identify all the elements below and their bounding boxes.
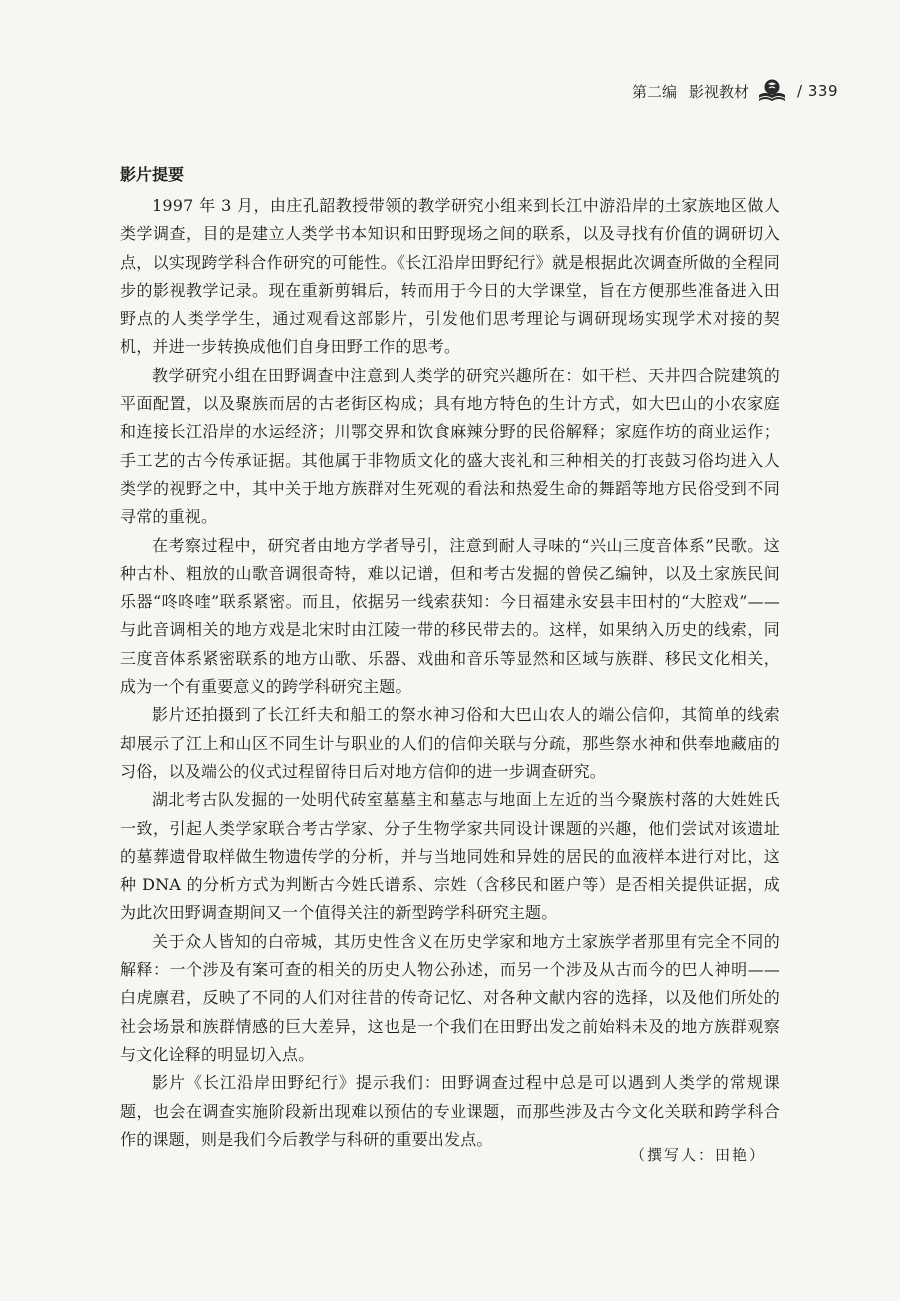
section-heading: 影片提要 xyxy=(120,165,185,184)
paragraph-4: 影片还拍摄到了长江纤夫和船工的祭水神习俗和大巴山农人的端公信仰，其简单的线索却展示了江上和山区不同生计与职业的人们的信仰关联与分疏，那些祭水神和供奉地藏庙的习俗，以及端公的仪式过程留待日后对地方信仰的进一步调查研究。 xyxy=(120,705,780,781)
paragraph-5: 湖北考古队发掘的一处明代砖室墓墓主和墓志与地面上左近的当今聚族村落的大姓姓氏一致，引起人类学家联合考古学家、分子生物学家共同设计课题的兴趣，他们尝试对该遗址的墓葬遗骨取样做生物遗传学的分析，并与当地同姓和异姓的居民的血液样本进行对比，这种 DNA 的分析方式为判断古今姓氏谱系、宗姓（含移民和匿户等）是否相关提供证据，成为此次田野调查期间又一个值得关注的新型跨学科研究主题。 xyxy=(120,790,780,923)
paragraph-6: 关于众人皆知的白帝城，其历史性含义在历史学家和地方土家族学者那里有完全不同的解释：一个涉及有案可查的相关的历史人物公孙述，而另一个涉及从古而今的巴人神明——白虎廪君，反映了不同的人们对往昔的传奇记忆、对各种文献内容的选择，以及他们所处的社会场景和族群情感的巨大差异，这也是一个我们在田野出发之前始料未及的地方族群观察与文化诠释的明显切入点。 xyxy=(120,931,780,1064)
paragraph-7: 影片《长江沿岸田野纪行》提示我们：田野调查过程中总是可以遇到人类学的常规课题，也会在调查实施阶段新出现难以预估的专业课题，而那些涉及古今文化关联和跨学科合作的课题，则是我们今后教学与科研的重要出发点。 xyxy=(120,1073,780,1149)
author-signature: （撰写人：田艳） xyxy=(629,1146,766,1164)
paragraph-1: 1997 年 3 月，由庄孔韶教授带领的教学研究小组来到长江中游沿岸的土家族地区做人类学调查，目的是建立人类学书本知识和田野现场之间的联系，以及寻找有价值的调研切入点，以实现跨学科合作研究的可能性。《长江沿岸田野纪行》就是根据此次调查所做的全程同步的影视教学记录。现在重新剪辑后，转而用于今日的大学课堂，旨在方便那些准备进入田野点的人类学学生，通过观看这部影片，引发他们思考理论与调研现场实现学术对接的契机，并进一步转换成他们自身田野工作的思考。 xyxy=(120,196,780,357)
article-body xyxy=(120,160,780,1154)
paragraph-2: 教学研究小组在田野调查中注意到人类学的研究兴趣所在：如干栏、天井四合院建筑的平面配置，以及聚族而居的古老街区构成；具有地方特色的生计方式，如大巴山的小农家庭和连接长江沿岸的水运经济；川鄂交界和饮食麻辣分野的民俗解释；家庭作坊的商业运作；手工艺的古今传承证据。其他属于非物质文化的盛大丧礼和三种相关的打丧鼓习俗均进入人类学的视野之中，其中关于地方族群对生死观的看法和热爱生命的舞蹈等地方民俗受到不同寻常的重视。 xyxy=(120,365,780,527)
book-emblem-icon xyxy=(757,78,787,104)
header-section: 影视教材 xyxy=(689,82,750,101)
page-number: / 339 xyxy=(797,82,838,100)
header-part: 第二编 xyxy=(632,82,678,101)
running-header xyxy=(632,78,838,104)
paragraph-3: 在考察过程中，研究者由地方学者导引，注意到耐人寻味的“兴山三度音体系”民歌。这种古朴、粗放的山歌音调很奇特，难以记谱，但和考古发掘的曾侯乙编钟，以及土家族民间乐器“咚咚喹”联系紧密。而且，依据另一线索获知：今日福建永安县丰田村的“大腔戏”——与此音调相关的地方戏是北宋时由江陵一带的移民带去的。这样，如果纳入历史的线索，同三度音体系紧密联系的地方山歌、乐器、戏曲和音乐等显然和区域与族群、移民文化相关，成为一个有重要意义的跨学科研究主题。 xyxy=(120,535,780,697)
